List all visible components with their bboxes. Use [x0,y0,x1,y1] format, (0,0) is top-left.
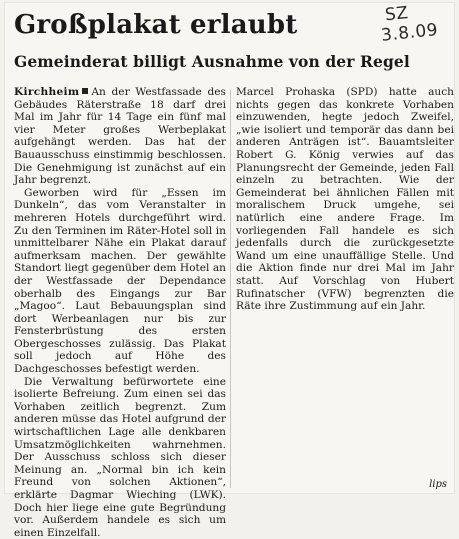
handwritten-date: 3.8.09 [380,20,439,46]
column-divider [230,90,231,488]
dateline-square-icon [82,88,88,94]
newspaper-clipping [4,2,455,539]
article-subheadline: Gemeinderat billigt Ausnahme von der Regel [14,52,410,71]
article-paragraph: Geworben wird für „Essen im Dunkeln“, das vom Veranstalter in mehreren Hotels durchgeführt wird. Zu den Terminen im Räter-Hotel soll in unmittelbarer Nähe ein Plakat darauf aufmerksam machen. Der gewählte Standort liegt gegenüber dem Hotel an der Westfassade der Dependance oberhalb des Eingangs zur Bar „Magoo“. Laut Bebauungsplan sind dort Werbeanlagen nur bis zur Fensterbrüstung des ersten Obergeschosses zulässig. Das Plakat soll jedoch auf Höhe des Dachgeschosses befestigt werden. [14,186,226,376]
article-headline: Großplakat erlaubt [14,10,298,40]
article-column-left [14,86,226,539]
article-column-right [236,86,454,313]
article-paragraph [14,86,226,187]
handwritten-source-note [378,1,439,45]
article-paragraph: Marcel Prohaska (SPD) hatte auch nichts gegen das konkrete Vorhaben einzuwenden, hegte jedoch Zweifel, „wie isoliert und temporär das dann bei anderen Anträgen ist“. Bauamtsleiter Robert G. König verwies auf das Planungsrecht der Gemeinde, jeden Fall einzeln zu betrachten. Wie der Gemeinderat bei ähnlichen Fällen mit moralischem Druck umgehe, sei natürlich eine andere Frage. Im vorliegenden Fall handele es sich jedenfalls durch die zurückgesetzte Wand um eine unauffällige Stelle. Und die Aktion finde nur drei Mal im Jahr statt. Auf Vorschlag von Hubert Rufinatscher (VFW) begrenzten die Räte ihre Zustimmung auf ein Jahr. [236,86,454,313]
dateline: Kirchheim [14,86,80,98]
author-initials: lips [429,479,447,490]
paragraph-text: An der Westfassade des Gebäudes Räterstraße 18 darf drei Mal im Jahr für 14 Tage ein fünf mal vier Meter großes Werbeplakat aufgehängt werden. Das hat der Bauausschuss einstimmig beschlossen. Die Genehmigung ist zunächst auf ein Jahr begrenzt. [14,86,226,187]
handwritten-source: SZ [383,3,410,26]
article-paragraph: Die Verwaltung befürwortete eine isolierte Befreiung. Zum einen sei das Vorhaben zeitlich begrenzt. Zum anderen müsse das Hotel aufgrund der wirtschaftlichen Lage alle denkbaren Umsatzmöglichkeiten wahrnehmen. Der Ausschuss schloss sich dieser Meinung an. „Normal bin ich kein Freund von solchen Aktionen“, erklärte Dagmar Wieching (LWK). Doch hier liege eine gute Begründung vor. Außerdem handele es sich um einen Einzelfall. [14,375,226,539]
